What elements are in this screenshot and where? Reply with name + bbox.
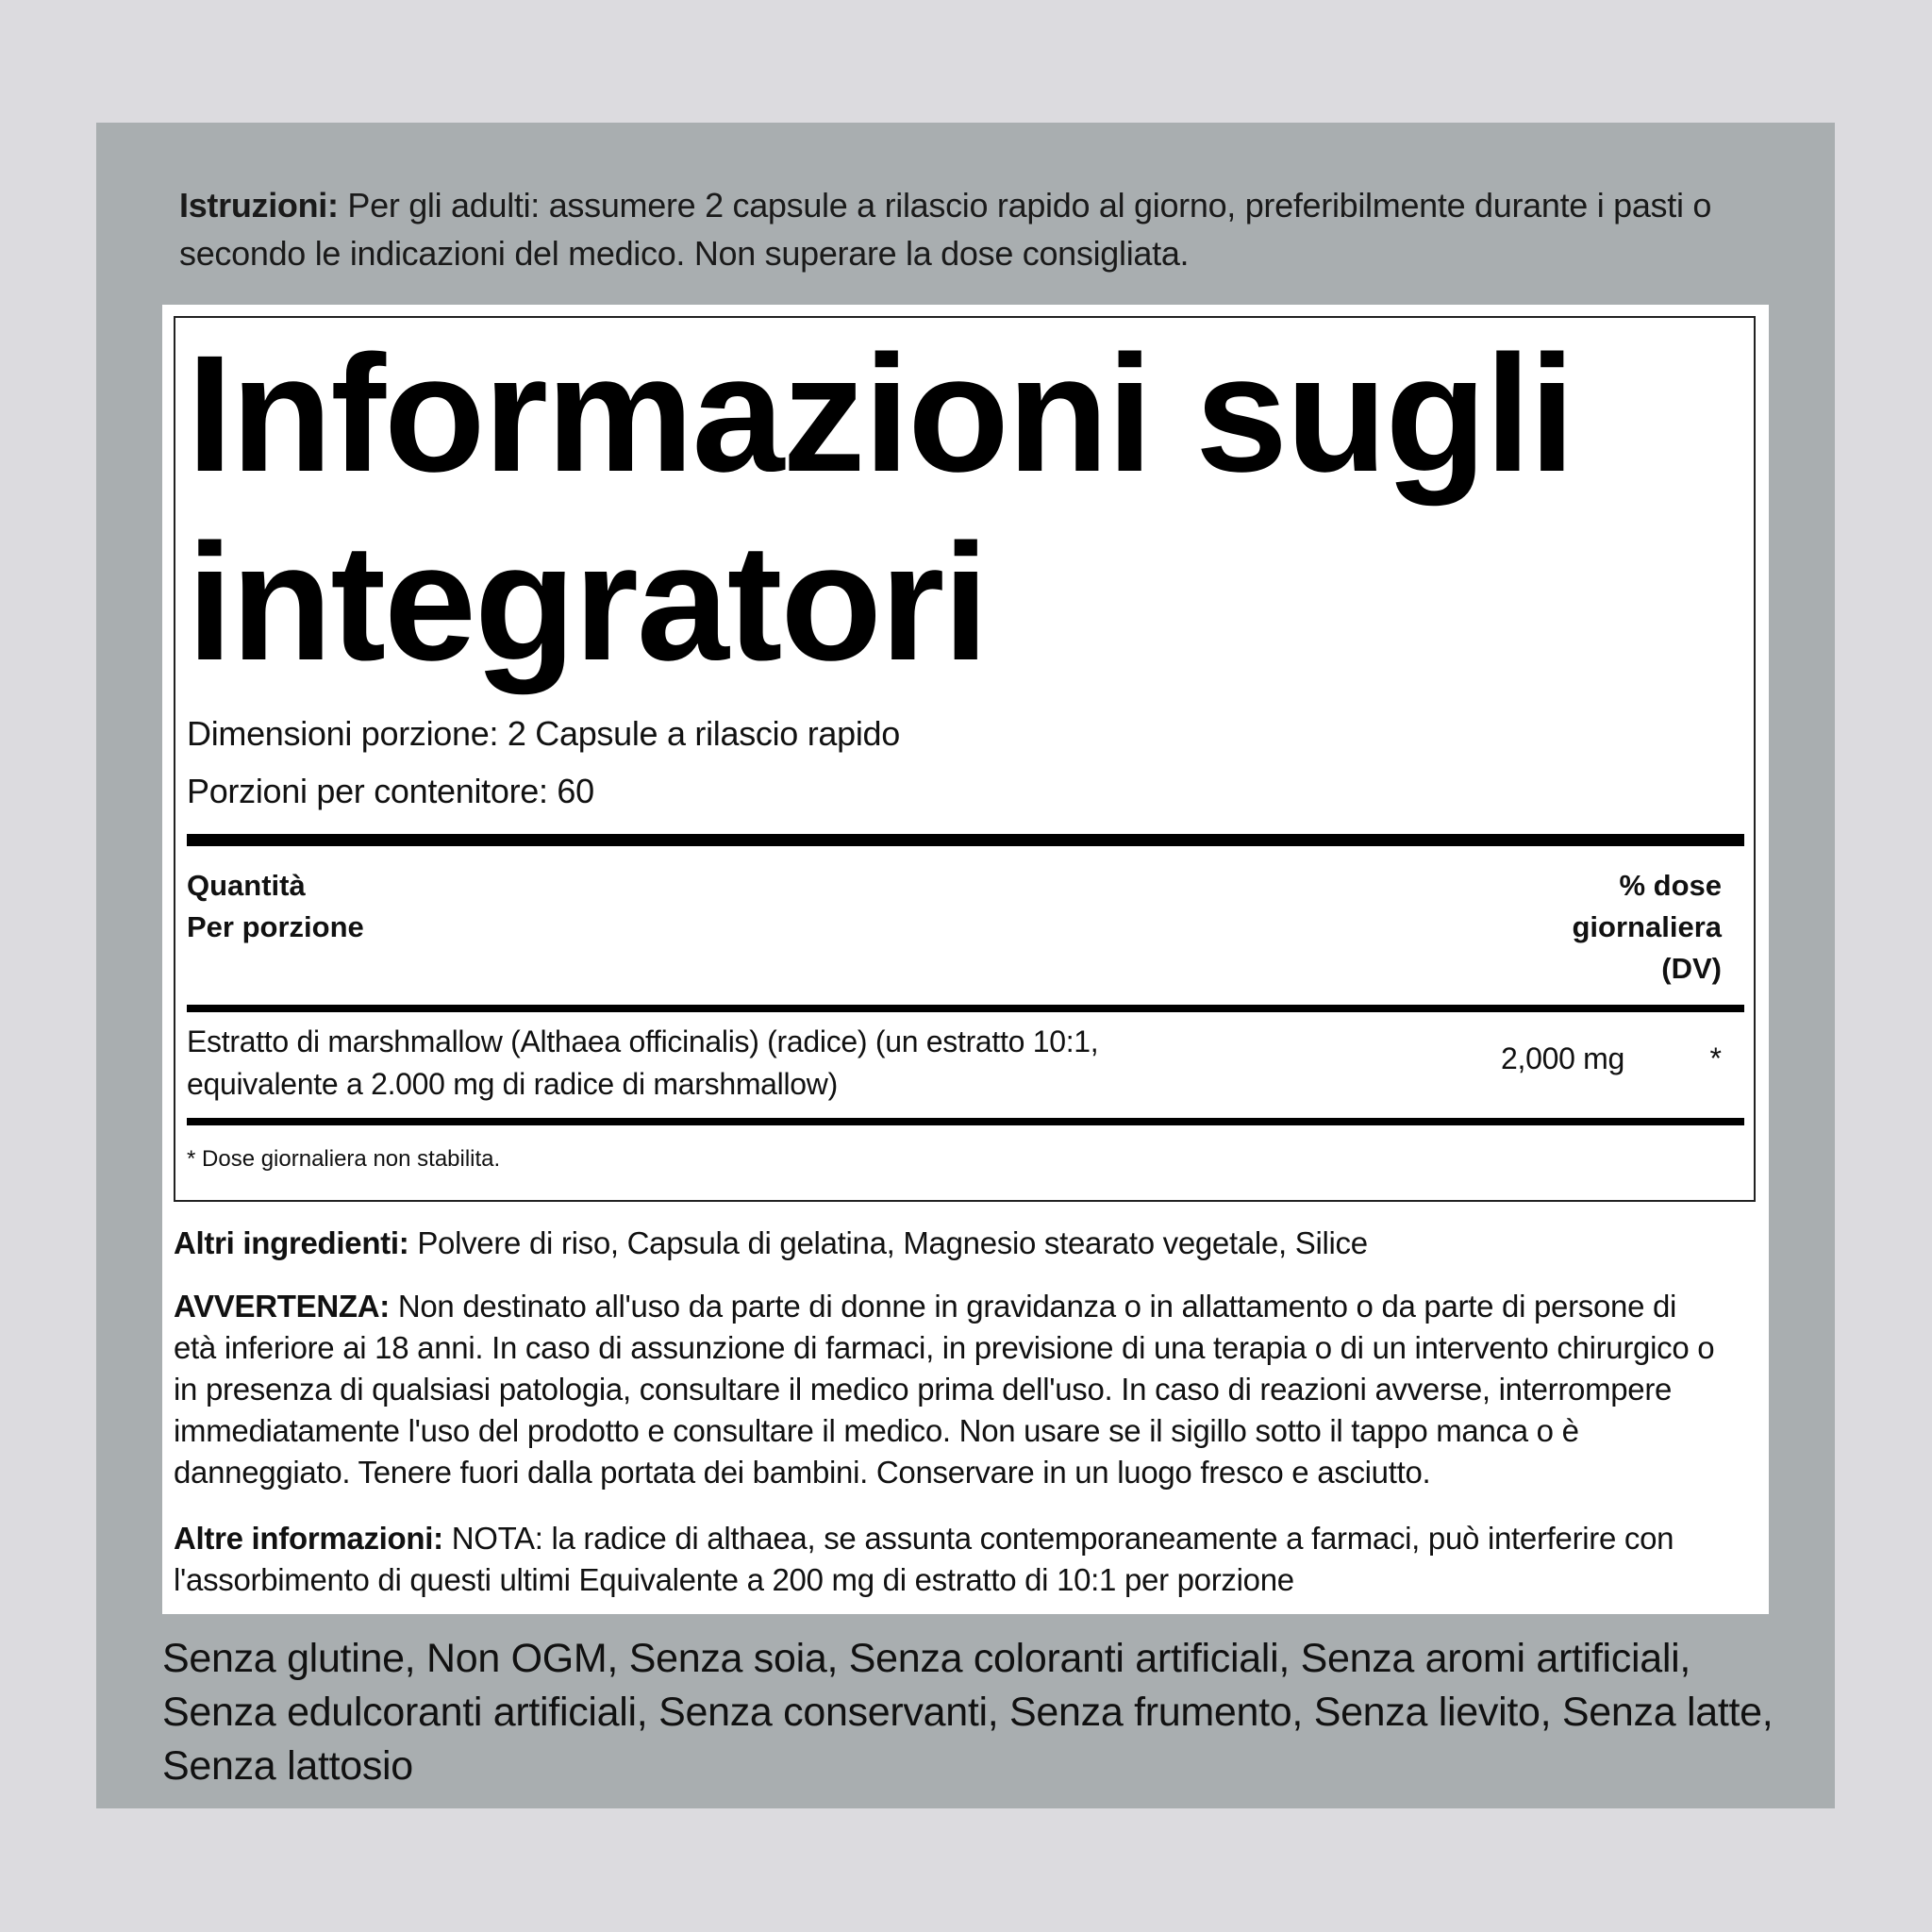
directions-label: Istruzioni:	[179, 186, 339, 225]
other-ingredients-label: Altri ingredienti:	[174, 1225, 409, 1260]
header-left-line: Per porzione	[187, 910, 364, 943]
warning-label: AVVERTENZA:	[174, 1289, 390, 1324]
ingredient-amount: 2,000 mg	[1501, 1041, 1625, 1075]
divider-thick	[187, 834, 1744, 846]
warning	[174, 1286, 1721, 1493]
ingredient-name: Estratto di marshmallow (Althaea officinalis) (radice) (un estratto 10:1, equivalente a 2.000 mg di radice di marshmallow)	[187, 1024, 1099, 1101]
free-from-claims: Senza glutine, Non OGM, Senza soia, Senza coloranti artificiali, Senza aromi artificiali, Senza edulcoranti artificiali, Senza conservanti, Senza frumento, Senza lievito, Senza latte, Senza lattosio	[162, 1636, 1774, 1789]
amount-per-serving-header	[187, 865, 364, 948]
header-right-line: (DV)	[1661, 952, 1722, 985]
directions-text	[179, 181, 1745, 277]
warning-text: Non destinato all'uso da parte di donne in gravidanza o in allattamento o da parte di persone di età inferiore ai 18 anni. In caso di assunzione di farmaci, in previsione di una terapia o di un intervento chirurgico o in presenza di qualsiasi patologia, consultare il medico prima dell'uso. In caso di reazioni avverse, interrompere immediatamente l'uso del prodotto e consultare il medico. Non usare se il sigillo sotto il tappo manca o è danneggiato. Tenere fuori dalla portata dei bambini. Conservare in un luogo fresco e asciutto.	[174, 1289, 1715, 1490]
other-information	[174, 1518, 1721, 1601]
other-info-text: NOTA: la radice di althaea, se assunta contemporaneamente a farmaci, può interferire con l'assorbimento di questi ultimi Equivalente a 200 mg di estratto di 10:1 per porzione	[174, 1521, 1674, 1597]
daily-value-footnote: * Dose giornaliera non stabilita.	[187, 1146, 501, 1172]
ingredient-daily-value: *	[1709, 1041, 1722, 1075]
supplement-facts-box	[174, 316, 1756, 1202]
other-ingredients-text: Polvere di riso, Capsula di gelatina, Magnesio stearato vegetale, Silice	[417, 1225, 1368, 1260]
header-right-line: giornaliera	[1572, 910, 1722, 943]
other-ingredients	[174, 1223, 1721, 1264]
servings-per-container: Porzioni per contenitore: 60	[187, 772, 594, 810]
header-right-line: % dose	[1619, 869, 1722, 902]
facts-title: Informazioni sugli integratori	[187, 322, 1574, 695]
other-info-label: Altre informazioni:	[174, 1521, 443, 1556]
divider-bottom	[187, 1118, 1744, 1125]
header-left-line: Quantità	[187, 869, 306, 902]
daily-value-header	[1573, 865, 1723, 990]
divider-medium	[187, 1005, 1744, 1012]
directions-body: Per gli adulti: assumere 2 capsule a rilascio rapido al giorno, preferibilmente durante i pasti o secondo le indicazioni del medico. Non superare la dose consigliata.	[179, 186, 1712, 273]
serving-size: Dimensioni porzione: 2 Capsule a rilascio rapido	[187, 714, 900, 753]
